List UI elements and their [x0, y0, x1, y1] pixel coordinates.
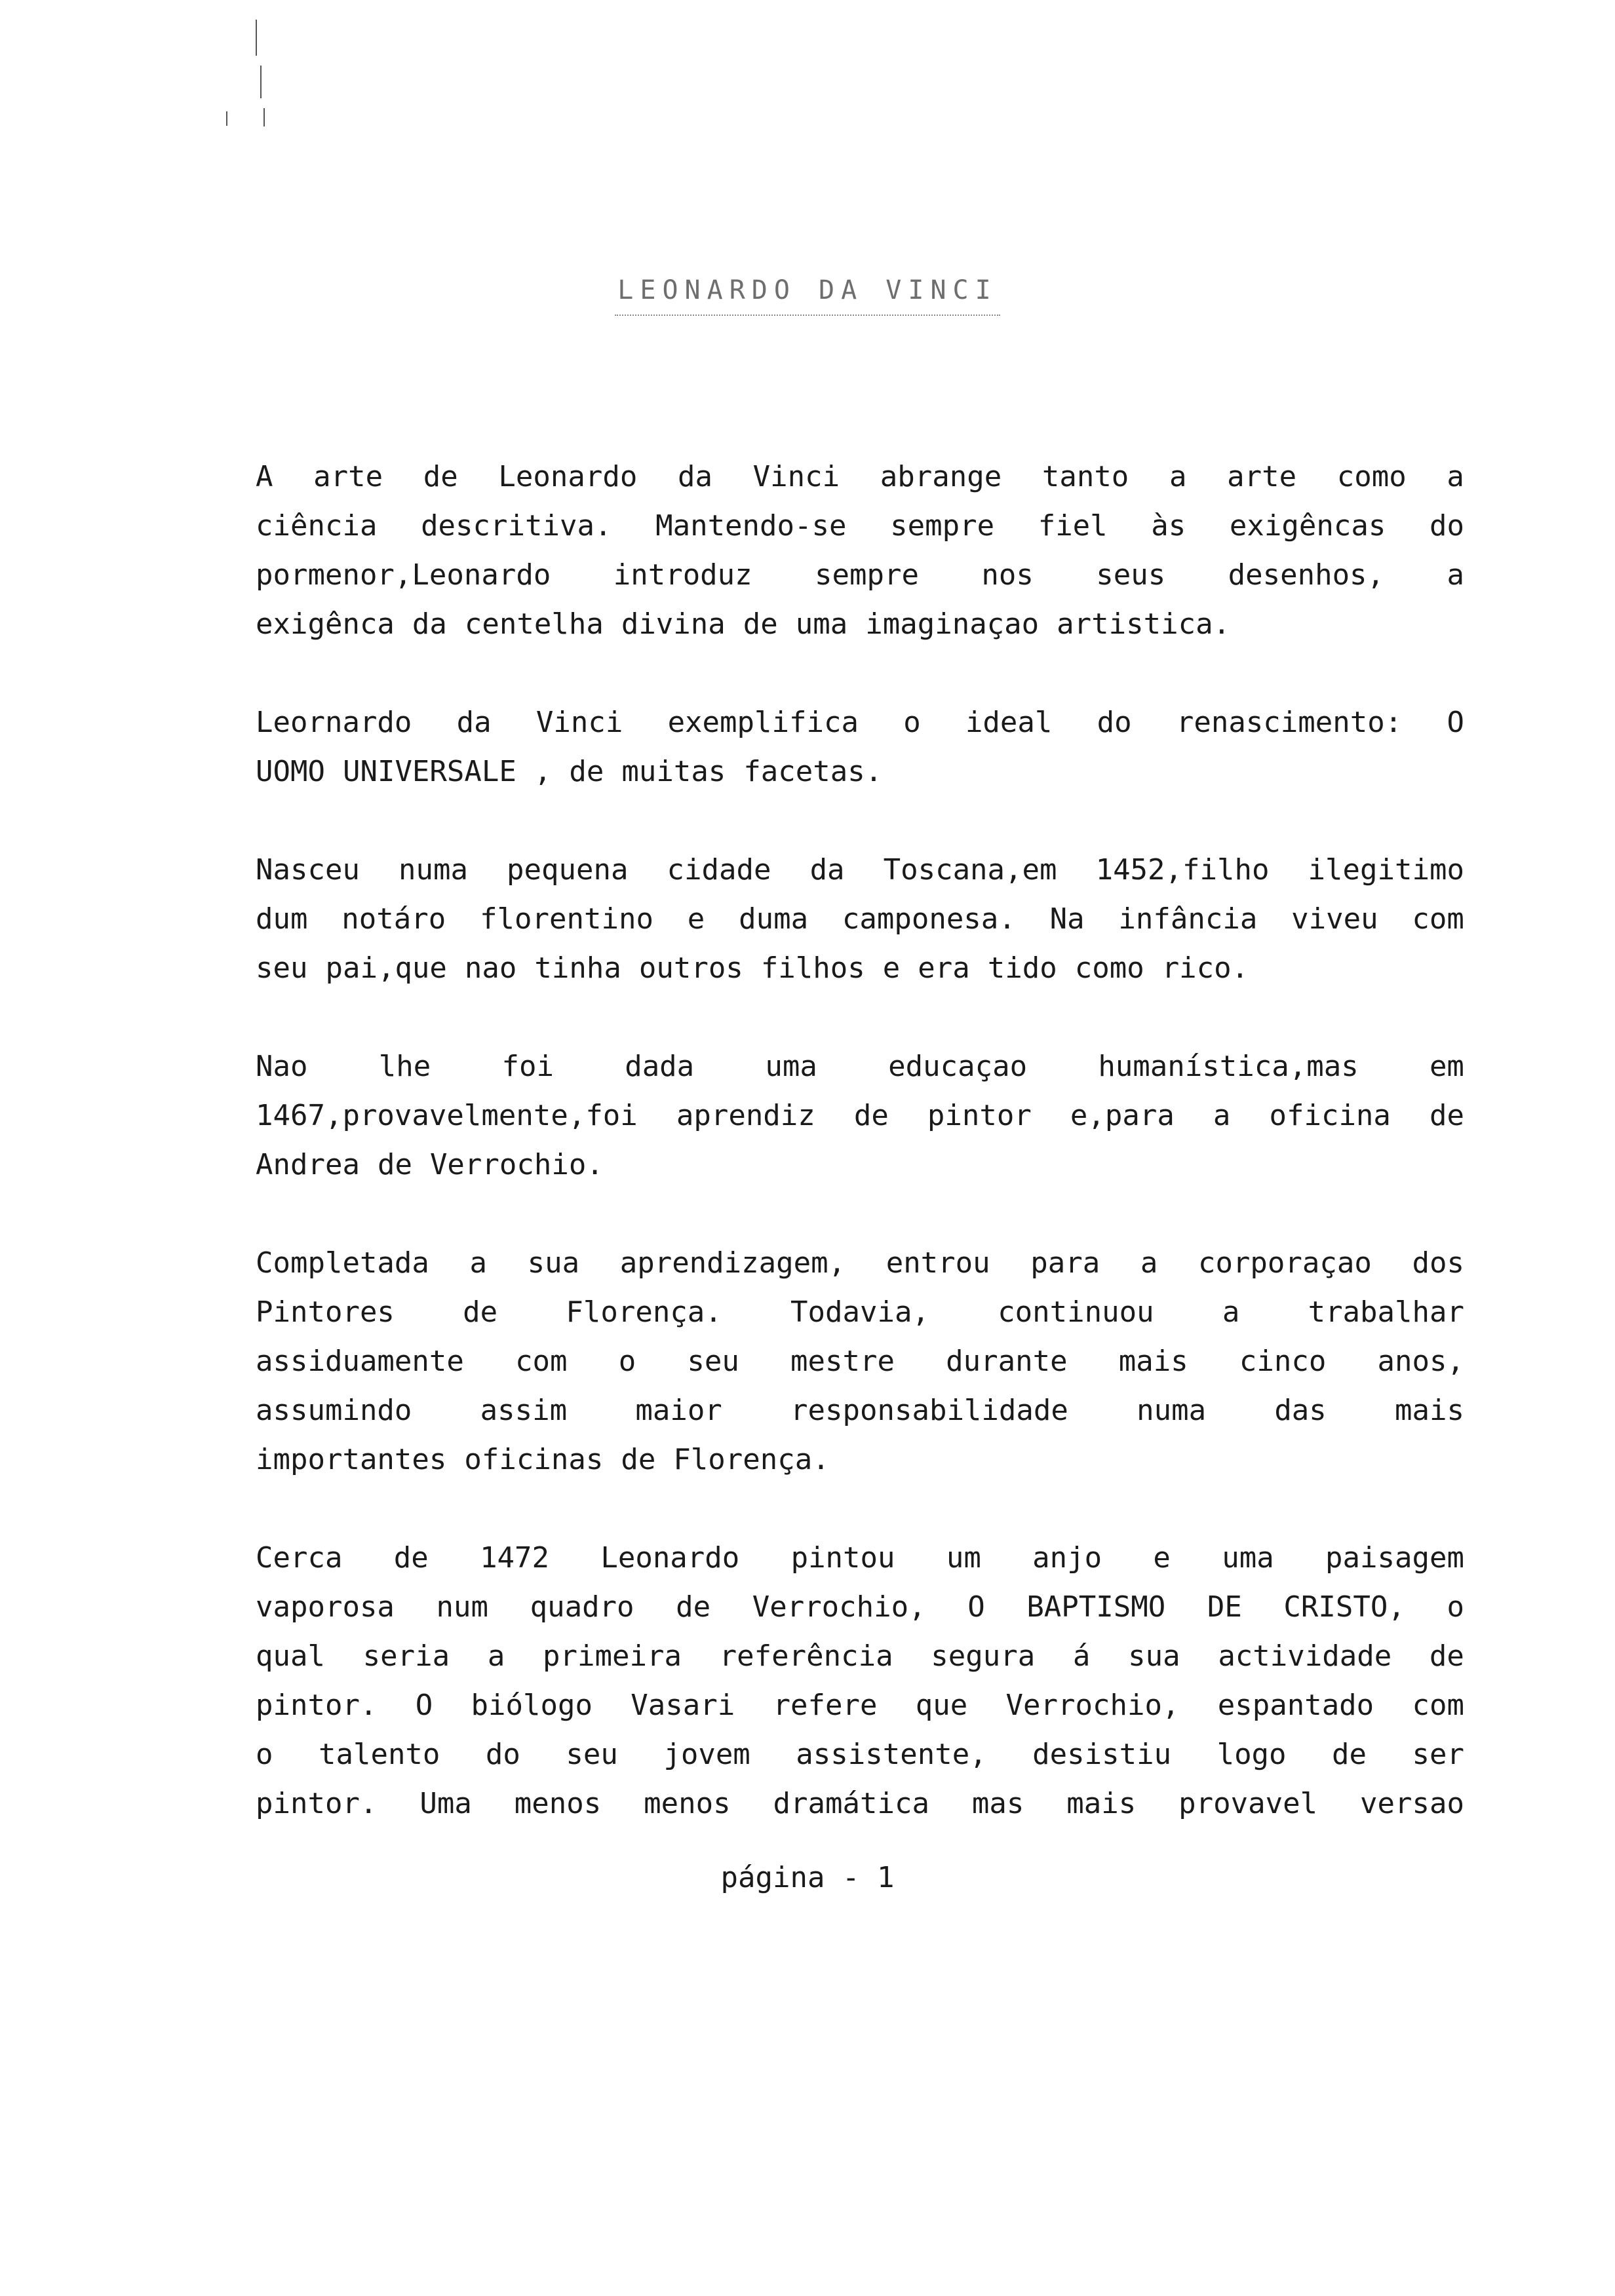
word: um: [946, 1541, 981, 1575]
scan-mark: [263, 108, 265, 126]
word: O: [415, 1689, 433, 1722]
text-line: [256, 1632, 1464, 1681]
word: nao: [464, 951, 517, 985]
word: quadro: [530, 1590, 634, 1624]
word: Uma: [419, 1787, 472, 1820]
word: e,para: [1070, 1099, 1175, 1132]
word: da: [456, 706, 492, 739]
word: Verrochio,: [1005, 1689, 1180, 1722]
word: a: [1447, 460, 1464, 493]
word: lhe: [378, 1050, 431, 1083]
word: duma: [739, 902, 809, 936]
text-line: [256, 1582, 1464, 1632]
word: o: [903, 706, 921, 739]
word: dum: [256, 902, 308, 936]
word: uma: [1222, 1541, 1274, 1575]
word: desistiu: [1032, 1738, 1172, 1771]
word: notáro: [341, 902, 446, 936]
word: anjo: [1032, 1541, 1102, 1575]
word: Vinci: [752, 460, 840, 493]
word: Andrea: [256, 1148, 360, 1181]
word: artistica.: [1057, 607, 1231, 641]
word: trabalhar: [1308, 1295, 1464, 1329]
paragraph: [256, 1533, 1464, 1828]
word: renascimento:: [1176, 706, 1403, 739]
word: facetas.: [743, 755, 883, 788]
word: Florença.: [566, 1295, 722, 1329]
word: tinha: [534, 951, 621, 985]
word: de: [621, 1443, 656, 1476]
word: do: [1097, 706, 1132, 739]
word: fiel: [1038, 509, 1108, 543]
word: Vasari: [631, 1689, 735, 1722]
word: aprendizagem,: [619, 1246, 846, 1280]
word: uma: [765, 1050, 817, 1083]
word: Nasceu: [256, 853, 360, 887]
paragraph: [256, 452, 1464, 649]
word: corporaçao: [1197, 1246, 1372, 1280]
word: maior: [635, 1394, 722, 1427]
scan-mark: [260, 66, 262, 98]
scan-mark: [226, 111, 227, 126]
word: menos: [644, 1787, 731, 1820]
word: camponesa.: [842, 902, 1016, 936]
word: como: [1074, 951, 1144, 985]
word: seu: [687, 1345, 739, 1378]
word: assumindo: [256, 1394, 412, 1427]
word: arte: [1227, 460, 1297, 493]
word: pequena: [507, 853, 629, 887]
word: num: [436, 1590, 488, 1624]
word: a: [487, 1639, 505, 1673]
word: a: [1447, 558, 1464, 592]
word: imaginaçao: [865, 607, 1040, 641]
word: ciência: [256, 509, 378, 543]
word: a: [469, 1246, 488, 1280]
text-line: [256, 1337, 1464, 1386]
word: desenhos,: [1228, 558, 1385, 592]
word: com: [1412, 902, 1464, 936]
word: A: [256, 460, 273, 493]
word: importantes: [256, 1443, 447, 1476]
word: tanto: [1041, 460, 1129, 493]
word: exigêncas: [1229, 509, 1386, 543]
word: primeira: [543, 1639, 682, 1673]
word: educaçao: [888, 1050, 1028, 1083]
word: pintor: [927, 1099, 1032, 1132]
text-line: [256, 1435, 1464, 1484]
word: mestre: [790, 1345, 895, 1378]
word: foi: [501, 1050, 554, 1083]
word: mais: [1395, 1394, 1464, 1427]
word: sua: [1128, 1639, 1180, 1673]
word: seria: [362, 1639, 450, 1673]
word: com: [1412, 1689, 1464, 1722]
word: muitas: [621, 755, 726, 788]
word: da: [809, 853, 845, 887]
word: qual: [256, 1639, 325, 1673]
word: de: [676, 1590, 711, 1624]
word: de: [1429, 1099, 1464, 1132]
word: talento: [318, 1738, 440, 1771]
word: como: [1336, 460, 1407, 493]
text-line: [256, 1238, 1464, 1288]
word: ilegitimo: [1308, 853, 1464, 887]
word: seu: [256, 951, 308, 985]
word: UNIVERSALE: [342, 755, 516, 788]
word: seus: [1096, 558, 1166, 592]
text-line: [256, 944, 1464, 993]
word: pai,que: [325, 951, 447, 985]
word: referência: [719, 1639, 893, 1673]
word: Todavia,: [790, 1295, 929, 1329]
word: paisagem: [1325, 1541, 1464, 1575]
word: Vinci: [535, 706, 623, 739]
word: de: [463, 1295, 498, 1329]
word: descritiva.: [421, 509, 612, 543]
word: provavel: [1178, 1787, 1318, 1820]
text-line: [256, 550, 1464, 600]
text-line: [256, 1533, 1464, 1582]
word: sempre: [815, 558, 919, 592]
word: dramática: [773, 1787, 929, 1820]
document-title: LEONARDO DA VINCI: [615, 275, 1000, 316]
word: á: [1072, 1639, 1091, 1673]
word: exemplifica: [667, 706, 859, 739]
word: menos: [514, 1787, 602, 1820]
word: florentino: [480, 902, 653, 936]
word: actividade: [1218, 1639, 1392, 1673]
word: introduz: [613, 558, 752, 592]
word: tido: [987, 951, 1057, 985]
word: de: [377, 1148, 412, 1181]
word: mais: [1066, 1787, 1137, 1820]
document-body: [256, 452, 1464, 1877]
word: com: [515, 1345, 568, 1378]
text-line: [256, 452, 1464, 501]
word: Cerca: [256, 1541, 343, 1575]
word: responsabilidade: [790, 1394, 1068, 1427]
word: em: [1429, 1050, 1464, 1083]
word: de: [423, 460, 458, 493]
text-line: [256, 747, 1464, 796]
text-line: [256, 698, 1464, 747]
word: outros: [638, 951, 743, 985]
word: viveu: [1291, 902, 1378, 936]
word: Verrochio.: [429, 1148, 604, 1181]
word: a: [1222, 1295, 1240, 1329]
word: versao: [1360, 1787, 1464, 1820]
word: pintor.: [256, 1689, 378, 1722]
word: refere: [773, 1689, 878, 1722]
word: cinco: [1239, 1345, 1327, 1378]
word: a: [1213, 1099, 1231, 1132]
word: nos: [981, 558, 1034, 592]
word: Verrochio,: [752, 1590, 926, 1624]
word: do: [485, 1738, 520, 1771]
word: Leonardo: [498, 460, 638, 493]
word: vaporosa: [256, 1590, 395, 1624]
text-line: [256, 1042, 1464, 1091]
word: seu: [566, 1738, 618, 1771]
word: mais: [1118, 1345, 1188, 1378]
word: O: [1447, 706, 1464, 739]
word: e: [882, 951, 901, 985]
word: de: [393, 1541, 429, 1575]
word: o: [256, 1738, 273, 1771]
word: UOMO: [256, 755, 325, 788]
word: Leonardo: [600, 1541, 740, 1575]
word: 1452,filho: [1095, 853, 1270, 887]
word: e: [1153, 1541, 1171, 1575]
word: ser: [1412, 1738, 1464, 1771]
word: divina: [621, 607, 726, 641]
word: numa: [399, 853, 468, 887]
word: sua: [527, 1246, 580, 1280]
word: cidade: [667, 853, 771, 887]
word: 1472: [480, 1541, 550, 1575]
word: humanística,mas: [1098, 1050, 1359, 1083]
word: dos: [1412, 1246, 1464, 1280]
word: assim: [480, 1394, 568, 1427]
word: entrou: [885, 1246, 990, 1280]
title-wrapper: [0, 275, 1615, 316]
word: infância: [1118, 902, 1258, 936]
word: Na: [1049, 902, 1085, 936]
word: mas: [971, 1787, 1024, 1820]
word: biólogo: [471, 1689, 593, 1722]
word: a: [1169, 460, 1187, 493]
word: assistente,: [796, 1738, 987, 1771]
word: das: [1274, 1394, 1327, 1427]
word: uma: [795, 607, 848, 641]
word: Completada: [256, 1246, 429, 1280]
word: 1467,provavelmente,foi: [256, 1099, 638, 1132]
word: pintor.: [256, 1787, 378, 1820]
word: durante: [946, 1345, 1068, 1378]
word: pintou: [790, 1541, 895, 1575]
word: do: [1429, 509, 1464, 543]
word: segura: [931, 1639, 1036, 1673]
scan-mark: [256, 20, 257, 56]
paragraph: [256, 1042, 1464, 1189]
word: CRISTO,: [1283, 1590, 1405, 1624]
word: dada: [625, 1050, 695, 1083]
word: Florença.: [673, 1443, 830, 1476]
word: Toscana,em: [883, 853, 1057, 887]
word: assiduamente: [256, 1345, 464, 1378]
word: filhos: [760, 951, 865, 985]
word: para: [1030, 1246, 1100, 1280]
word: de: [1332, 1738, 1367, 1771]
text-line: [256, 1091, 1464, 1140]
word: DE: [1207, 1590, 1242, 1624]
word: Leornardo: [256, 706, 412, 739]
paragraph: [256, 1238, 1464, 1484]
word: continuou: [998, 1295, 1154, 1329]
text-line: [256, 1288, 1464, 1337]
word: de: [1429, 1639, 1464, 1673]
text-line: [256, 1140, 1464, 1189]
word: Mantendo-se: [655, 509, 847, 543]
word: às: [1151, 509, 1186, 543]
word: BAPTISMO: [1026, 1590, 1166, 1624]
word: o: [1447, 1590, 1464, 1624]
word: arte: [313, 460, 383, 493]
text-line: [256, 501, 1464, 550]
word: centelha: [464, 607, 604, 641]
word: sempre: [890, 509, 995, 543]
word: numa: [1137, 1394, 1207, 1427]
word: anos,: [1377, 1345, 1464, 1378]
text-line: [256, 1386, 1464, 1435]
text-line: [256, 894, 1464, 944]
word: de: [569, 755, 604, 788]
word: da: [678, 460, 712, 493]
text-line: [256, 845, 1464, 894]
paragraph: [256, 845, 1464, 993]
page-number: página - 1: [720, 1861, 895, 1894]
word: exigênca: [256, 607, 395, 641]
text-line: [256, 600, 1464, 649]
word: logo: [1216, 1738, 1287, 1771]
text-line: [256, 1730, 1464, 1779]
word: abrange: [880, 460, 1002, 493]
paragraph: [256, 698, 1464, 796]
word: O: [967, 1590, 985, 1624]
word: oficinas: [464, 1443, 604, 1476]
word: rico.: [1161, 951, 1249, 985]
word: ,: [534, 755, 552, 788]
word: o: [618, 1345, 636, 1378]
word: ideal: [965, 706, 1053, 739]
word: aprendiz: [676, 1099, 815, 1132]
word: de: [853, 1099, 889, 1132]
word: de: [743, 607, 778, 641]
word: oficina: [1269, 1099, 1391, 1132]
word: e: [687, 902, 705, 936]
word: a: [1140, 1246, 1158, 1280]
text-line: [256, 1779, 1464, 1828]
word: espantado: [1217, 1689, 1374, 1722]
word: era: [918, 951, 970, 985]
word: pormenor,Leonardo: [256, 558, 551, 592]
word: da: [412, 607, 447, 641]
word: jovem: [663, 1738, 750, 1771]
word: Pintores: [256, 1295, 395, 1329]
word: que: [915, 1689, 968, 1722]
word: Nao: [256, 1050, 308, 1083]
text-line: [256, 1681, 1464, 1730]
